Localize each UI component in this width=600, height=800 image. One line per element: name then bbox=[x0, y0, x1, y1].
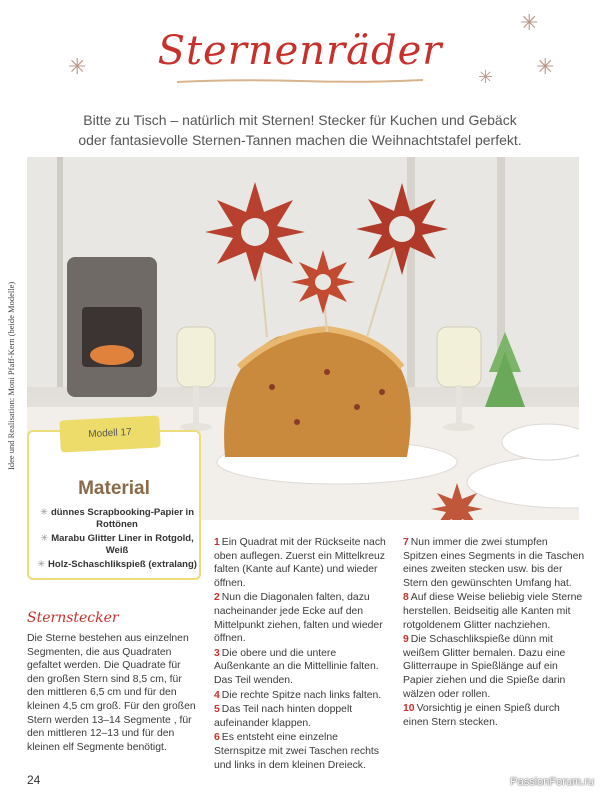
section-title: Sternstecker bbox=[27, 610, 119, 626]
deco-star-icon: ✳ bbox=[536, 54, 555, 79]
bullet-star-icon: ✳ bbox=[40, 533, 49, 544]
watermark: PassionForum.ru bbox=[510, 776, 594, 788]
step-item: 5 Das Teil nach hinten doppelt aufeinander klappen. bbox=[214, 704, 353, 729]
step-item: 3 Die obere und die untere Außenkante an die Mittellinie falten. Das Teil wenden. bbox=[214, 647, 379, 686]
title-underline bbox=[175, 78, 425, 84]
deco-star-icon: ✳ bbox=[478, 67, 494, 87]
intro-line-1: Bitte zu Tisch – natürlich mit Sternen! Stecker für Kuchen und Gebäck bbox=[83, 112, 517, 128]
instructions-intro: Die Sterne bestehen aus einzelnen Segmenten, die aus Quadraten gefaltet werden. Die Quadrate für den großen Stern sind 8,5 cm, für den mittleren 6,5 cm und für den kleinen 4,5 cm groß. Für den großen Stern werden 13–14 Segmente , für den mittleren 12–13 und für den kleinen elf Segmente benötigt. bbox=[27, 633, 196, 753]
steps-column-2 bbox=[214, 536, 392, 773]
modell-label: Modell 17 bbox=[88, 426, 132, 441]
material-item: ✳ Holz-Schaschlikspieß (extralang) bbox=[37, 559, 197, 570]
intro-text bbox=[40, 110, 560, 150]
bullet-star-icon: ✳ bbox=[39, 507, 48, 518]
step-item: 9 Die Schaschlikspieße dünn mit weißem Glitter bemalen. Dazu eine Glitterraupe in Spießlänge auf ein Papier ziehen und die Spieße darin wälzen oder rollen. bbox=[403, 634, 566, 700]
steps-column-3 bbox=[403, 536, 585, 730]
intro-line-2: oder fantasievolle Sternen-Tannen machen die Weihnachtstafel perfekt. bbox=[78, 132, 522, 148]
bullet-star-icon: ✳ bbox=[37, 559, 46, 570]
step-item: 7 Nun immer die zwei stumpfen Spitzen eines Segments in die Taschen eines zweiten stecken usw. bis der Stern den gewünschten Umfang hat. bbox=[403, 537, 585, 589]
material-title: Material bbox=[78, 478, 150, 499]
step-item: 8 Auf diese Weise beliebig viele Sterne herstellen. Beidseitig alle Kanten mit rotgoldenem Glitter nachziehen. bbox=[403, 592, 583, 631]
step-item: 6 Es entsteht eine einzelne Sternspitze mit zwei Taschen rechts und links in dem kleinen Dreieck. bbox=[214, 732, 379, 771]
page-number: 24 bbox=[27, 773, 41, 787]
step-item: 4 Die rechte Spitze nach links falten. bbox=[214, 689, 382, 701]
material-list bbox=[33, 507, 201, 573]
modell-tag bbox=[59, 415, 161, 452]
step-item: 10 Vorsichtig je einen Spieß durch einen Stern stecken. bbox=[403, 703, 560, 728]
deco-star-icon: ✳ bbox=[68, 54, 87, 79]
page-title: Sternenräder bbox=[157, 28, 443, 74]
material-item: ✳ dünnes Scrapbooking-Papier in Rottönen bbox=[39, 507, 195, 530]
material-item: ✳ Marabu Glitter Liner in Rotgold, Weiß bbox=[40, 533, 194, 556]
step-item: 1 Ein Quadrat mit der Rückseite nach oben auflegen. Zuerst ein Mittelkreuz falten (Kante auf Kante) und wieder öffnen. bbox=[214, 537, 386, 589]
deco-star-icon: ✳ bbox=[520, 10, 539, 35]
photo-credit: Idee und Realisation: Moni Pfaff-Kern (beide Modelle) bbox=[6, 281, 16, 470]
step-item: 2 Nun die Diagonalen falten, dazu nacheinander jede Ecke auf den Mittelpunkt ziehen, falten und wieder öffnen. bbox=[214, 592, 383, 645]
